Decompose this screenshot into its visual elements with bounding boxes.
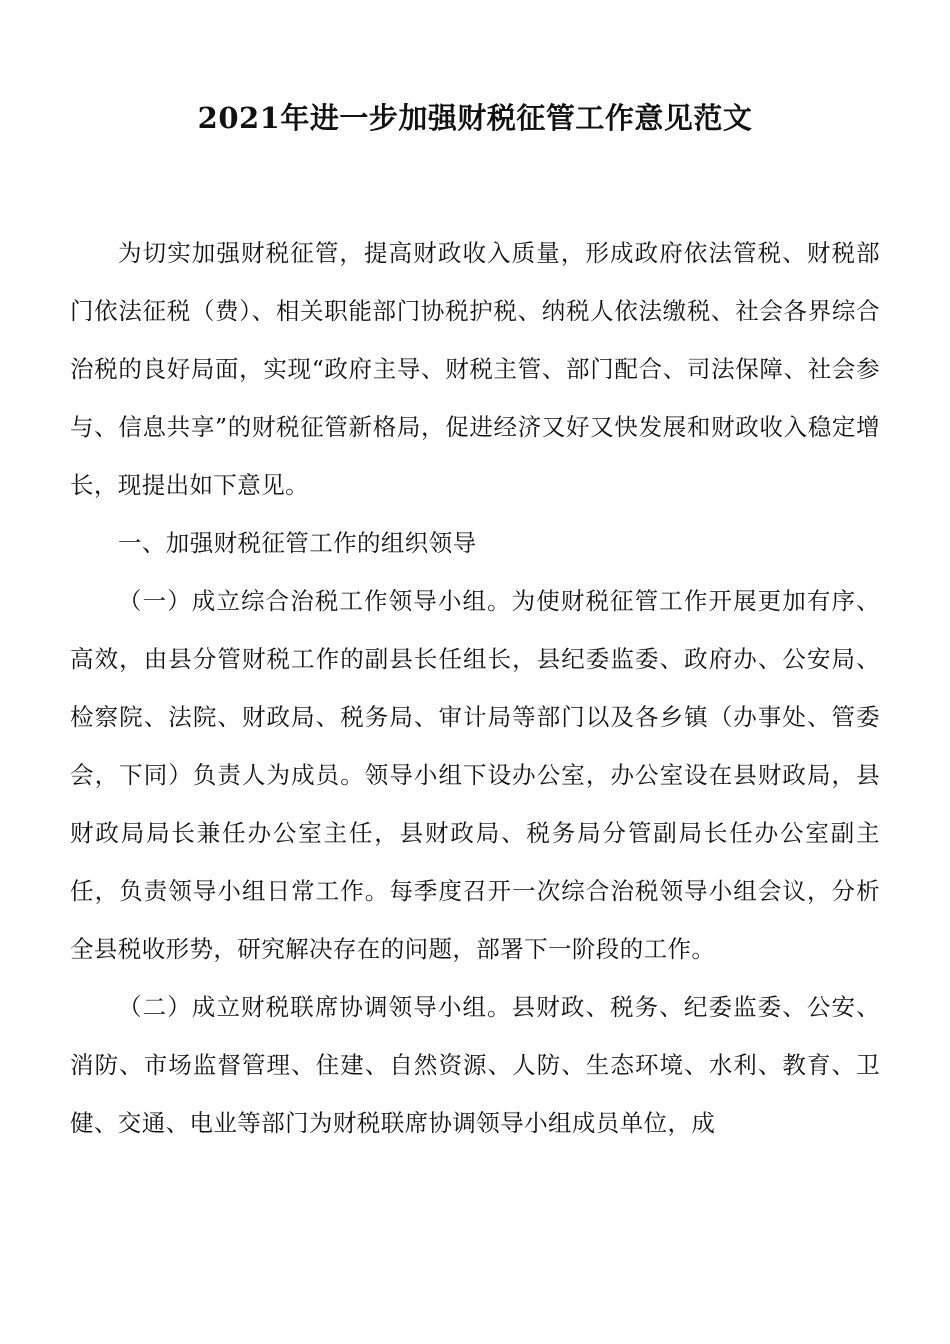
- section-heading-1: 一、加强财税征管工作的组织领导: [118, 529, 477, 557]
- paragraph-leading-group: （一）成立综合治税工作领导小组。为使财税征管工作开展更加有序、高效，由县分管财税工作的副县长任组长，县纪委监委、政府办、公安局、检察院、法院、财政局、税务局、审计局等部门以及各乡镇（办事处、管委会，下同）负责人为成员。领导小组下设办公室，办公室设在县财政局，县财政局局长兼任办公室主任，县财政局、税务局分管副局长任办公室副主任，负责领导小组日常工作。每季度召开一次综合治税领导小组会议，分析全县税收形势，研究解决存在的问题，部署下一阶段的工作。: [70, 587, 880, 963]
- paragraph-intro: 为切实加强财税征管，提高财政收入质量，形成政府依法管税、财税部门依法征税（费）、相关职能部门协税护税、纳税人依法缴税、社会各界综合治税的良好局面，实现“政府主导、财税主管、部门配合、司法保障、社会参与、信息共享”的财税征管新格局，促进经济又好又快发展和财政收入稳定增长，现提出如下意见。: [70, 239, 880, 499]
- document-body: [70, 224, 880, 1152]
- paragraph-joint-coordination-group: （二）成立财税联席协调领导小组。县财政、税务、纪委监委、公安、消防、市场监督管理、住建、自然资源、人防、生态环境、水利、教育、卫健、交通、电业等部门为财税联席协调领导小组成员单位，成: [70, 993, 880, 1137]
- document-title: 2021年进一步加强财税征管工作意见范文: [197, 101, 753, 135]
